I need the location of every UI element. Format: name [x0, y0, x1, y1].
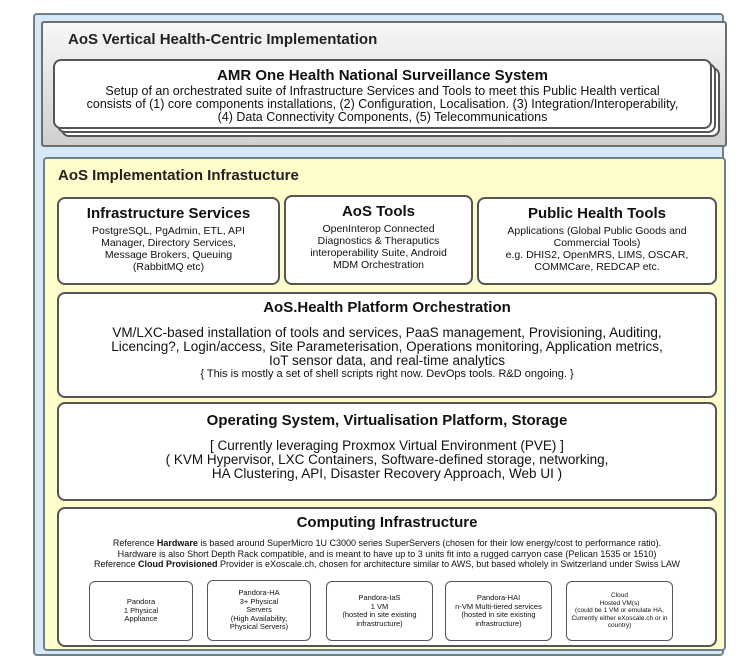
text-line: Hosted VM(s) — [599, 599, 640, 607]
text-line: Currently either eXoscale.ch or in — [571, 614, 668, 622]
option-pandora-hai — [445, 581, 552, 641]
option-pandora-ha — [207, 580, 311, 641]
amr-desc-line: consists of (1) core components installations, (2) Configuration, Localisation. (3) Integration/Interoperability, — [86, 97, 679, 111]
cloud-emphasis: Cloud Provisioned — [137, 559, 218, 569]
text-line: COMMCare, REDCAP etc. — [534, 261, 660, 273]
vertical-title: AoS Vertical Health-Centric Implementation — [68, 31, 378, 48]
text-line: Cloud — [611, 592, 628, 600]
text-line: e.g. DHIS2, OpenMRS, LIMS, OSCAR, — [505, 249, 689, 261]
operating-system-text — [67, 439, 707, 481]
infrastructure-title: AoS Implementation Infrastucture — [58, 167, 299, 184]
text-line: Pandora-HAI — [476, 593, 521, 602]
public-health-tools-text — [485, 225, 709, 273]
aos-tools-text — [292, 223, 465, 271]
text-line: Diagnostics & Theraputics — [317, 235, 440, 247]
text-line: HA Clustering, API, Disaster Recovery Approach, Web UI ) — [211, 466, 563, 481]
infrastructure-services-card — [57, 197, 280, 285]
text-line: Manager, Directory Services, — [101, 237, 236, 249]
option-pandora-ias — [326, 581, 433, 641]
text-line: Servers — [246, 605, 272, 615]
text-line: n-VM Multi-tiered services — [455, 601, 542, 611]
public-health-tools-title: Public Health Tools — [527, 205, 667, 222]
text-line: Commercial Tools) — [553, 237, 641, 249]
operating-system-card — [57, 402, 717, 501]
aos-tools-card — [284, 195, 473, 285]
text-line: IoT sensor data, and real-time analytics — [268, 353, 506, 368]
option-cloud — [566, 581, 673, 641]
amr-title: AMR One Health National Surveillance System — [217, 67, 548, 84]
platform-orchestration-title: AoS.Health Platform Orchestration — [263, 299, 511, 316]
infrastructure-services-text — [65, 225, 272, 273]
text-line: OpenInterop Connected — [322, 223, 435, 235]
computing-infrastructure-title: Computing Infrastructure — [296, 514, 478, 531]
text-line: MDM Orchestration — [332, 259, 425, 271]
text-line: 3+ Physical — [239, 596, 279, 606]
text-line: Applications (Global Public Goods and — [507, 225, 687, 237]
infrastructure-services-title: Infrastructure Services — [86, 205, 251, 222]
text-segment: Provider is eXoscale.ch, chosen for architecture similar to AWS, but based wholely in Switzerland under Swiss LAW — [217, 559, 681, 569]
text-line: Licencing?, Login/access, Site Parameterisation, Operations monitoring, Application metrics, — [111, 339, 663, 354]
text-line — [65, 538, 709, 549]
text-segment: Reference — [112, 538, 157, 548]
operating-system-title: Operating System, Virtualisation Platform, Storage — [206, 412, 568, 429]
public-health-tools-card — [477, 197, 717, 285]
text-segment: Reference — [93, 559, 138, 569]
text-segment: is based around SuperMicro 1U C3000 series SuperServers (chosen for their low energy/cost to performance ratio). — [197, 538, 662, 548]
text-line: Hardware is also Short Depth Rack compatible, and is meant to have up to 3 units fit into a rugged carryon case (Pelican 1535 or 1510) — [117, 548, 657, 559]
text-line: (RabbitMQ etc) — [132, 261, 205, 273]
text-line: Physical Servers) — [229, 622, 289, 632]
text-line: (could be 1 VM or emulate HA, — [575, 607, 664, 615]
platform-orchestration-text — [67, 326, 707, 368]
amr-desc-line: Setup of an orchestrated suite of Infrastructure Services and Tools to meet this Public Health vertical — [105, 84, 660, 98]
computing-infrastructure-text — [65, 538, 709, 570]
amr-description — [61, 85, 704, 124]
aos-tools-title: AoS Tools — [341, 203, 416, 220]
text-line: (hosted in site existing — [461, 610, 536, 619]
text-line: Appliance — [124, 614, 158, 624]
text-line: Pandora-IaS — [358, 593, 401, 602]
amr-surveillance-card — [53, 59, 712, 129]
text-line: PostgreSQL, PgAdmin, ETL, API — [92, 225, 245, 237]
platform-orchestration-card — [57, 292, 717, 398]
text-line: [ Currently leveraging Proxmox Virtual Environment (PVE) ] — [210, 438, 564, 453]
text-line: Pandora — [126, 597, 156, 607]
text-line: 1 VM — [370, 601, 389, 611]
text-line: ( KVM Hypervisor, LXC Containers, Software-defined storage, networking, — [165, 452, 609, 467]
text-line: (High Availability, — [230, 613, 288, 623]
text-line: country) — [607, 622, 632, 630]
option-pandora — [89, 581, 193, 641]
text-line: Pandora-HA — [238, 588, 280, 598]
text-line: infrastructure) — [356, 618, 403, 628]
hardware-emphasis: Hardware — [156, 538, 198, 548]
text-line: VM/LXC-based installation of tools and services, PaaS management, Provisioning, Auditing, — [112, 325, 662, 340]
text-line: (hosted in site existing — [342, 610, 417, 619]
text-line — [65, 559, 709, 570]
text-line: 1 Physical — [123, 605, 159, 615]
amr-desc-line: (4) Data Connectivity Components, (5) Telecommunications — [217, 110, 548, 124]
text-line: interoperability Suite, Android — [310, 247, 447, 259]
text-line: infrastructure) — [475, 618, 522, 628]
platform-orchestration-note: { This is mostly a set of shell scripts right now. DevOps tools. R&D ongoing. } — [200, 368, 574, 380]
text-line: Message Brokers, Queuing — [104, 249, 233, 261]
